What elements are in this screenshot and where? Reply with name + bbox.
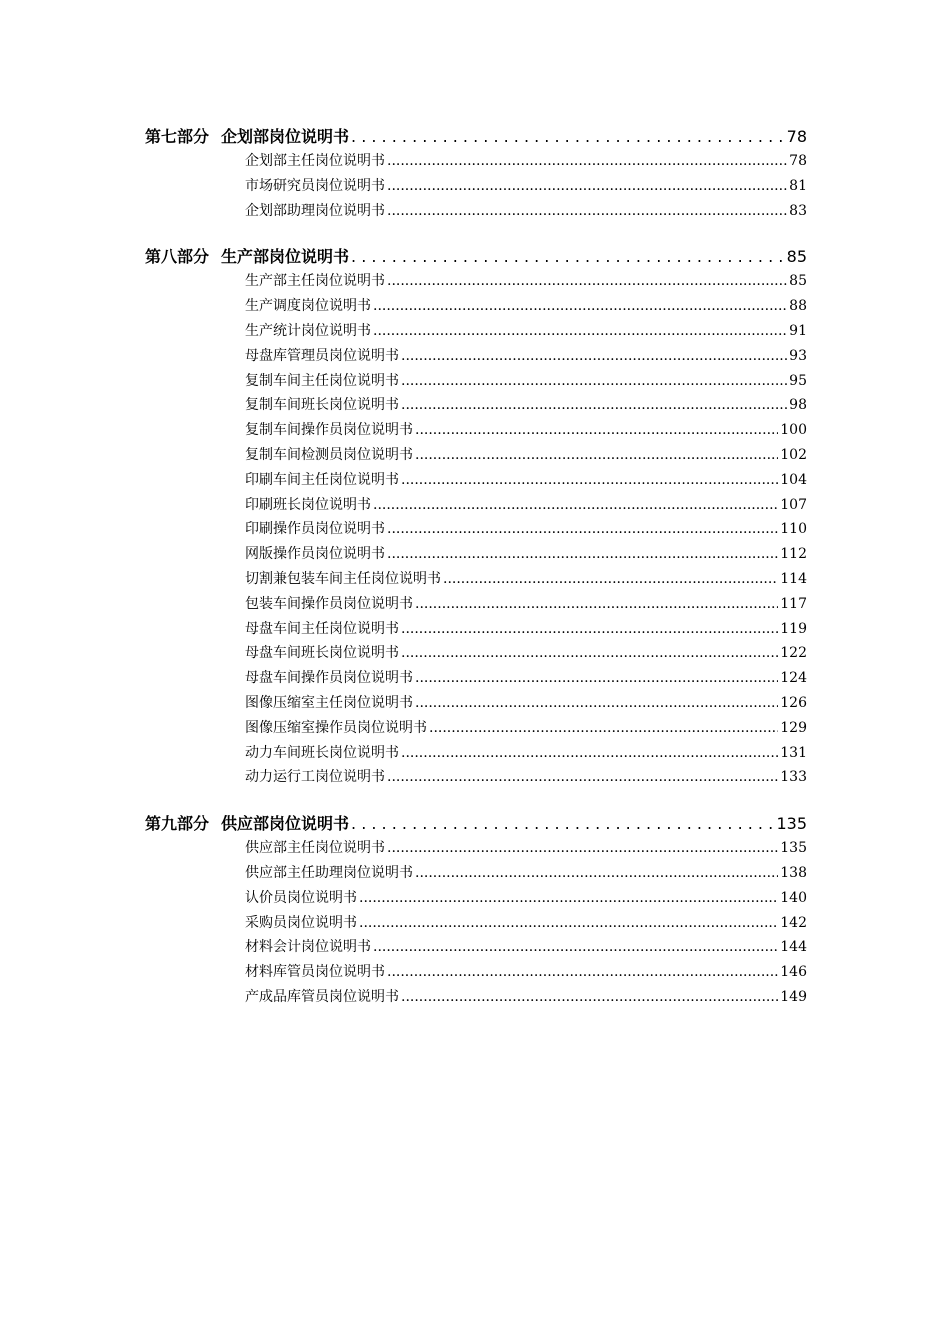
dot-leader	[401, 472, 778, 488]
toc-entry[interactable]	[245, 766, 807, 791]
entry-title: 供应部主任助理岗位说明书	[245, 864, 413, 881]
toc-part-heading[interactable]	[145, 124, 807, 150]
dot-leader	[401, 397, 787, 413]
entry-page-number: 110	[780, 521, 807, 538]
part-title: 供应部岗位说明书	[221, 814, 350, 834]
entry-page-number: 85	[789, 273, 807, 290]
entry-page-number: 93	[789, 347, 807, 364]
toc-entry[interactable]	[245, 370, 807, 395]
toc-entry[interactable]	[245, 295, 807, 320]
entry-page-number: 114	[780, 570, 807, 587]
toc-entry[interactable]	[245, 494, 807, 519]
dot-leader	[415, 422, 778, 438]
toc-entry[interactable]	[245, 986, 807, 1011]
dot-leader	[401, 348, 787, 364]
dot-leader	[401, 621, 778, 637]
entry-title: 生产统计岗位说明书	[245, 322, 371, 339]
toc-entry[interactable]	[245, 593, 807, 618]
entry-title: 印刷操作员岗位说明书	[245, 521, 385, 538]
entry-title: 材料库管员岗位说明书	[245, 964, 385, 981]
dot-leader	[415, 447, 778, 463]
dot-leader	[359, 915, 778, 931]
toc-part	[145, 244, 807, 791]
dot-leader	[387, 840, 778, 856]
entry-title: 产成品库管员岗位说明书	[245, 988, 399, 1005]
part-page-number: 135	[776, 814, 807, 834]
entry-title: 包装车间操作员岗位说明书	[245, 595, 413, 612]
entry-page-number: 107	[780, 496, 807, 513]
entry-page-number: 102	[780, 446, 807, 463]
entry-page-number: 81	[789, 177, 807, 194]
part-page-number: 78	[786, 127, 807, 146]
entry-title: 复制车间主任岗位说明书	[245, 372, 399, 389]
dot-leader	[373, 323, 787, 339]
entry-page-number: 126	[780, 694, 807, 711]
entry-title: 供应部主任岗位说明书	[245, 840, 385, 857]
toc-entry[interactable]	[245, 717, 807, 742]
toc-entry[interactable]	[245, 444, 807, 469]
entry-page-number: 149	[780, 988, 807, 1005]
toc-entry[interactable]	[245, 642, 807, 667]
toc-entry[interactable]	[245, 862, 807, 887]
entry-page-number: 91	[789, 322, 807, 339]
dot-leader	[401, 989, 778, 1005]
dot-leader	[415, 596, 778, 612]
entry-page-number: 78	[789, 153, 807, 169]
entry-title: 母盘车间主任岗位说明书	[245, 620, 399, 637]
toc-entry[interactable]	[245, 618, 807, 643]
toc-entry[interactable]	[245, 912, 807, 937]
dot-leader	[387, 964, 778, 980]
entry-page-number: 119	[780, 620, 807, 637]
entry-title: 生产调度岗位说明书	[245, 298, 371, 315]
dot-leader	[387, 521, 778, 537]
dot-leader	[387, 203, 787, 219]
part-title: 企划部岗位说明书	[221, 127, 350, 146]
dot-leader	[373, 497, 778, 513]
dot-leader	[429, 720, 778, 736]
dot-leader	[373, 298, 787, 314]
toc-entry[interactable]	[245, 394, 807, 419]
toc-entry[interactable]	[245, 320, 807, 345]
toc-entry[interactable]	[245, 568, 807, 593]
entry-title: 采购员岗位说明书	[245, 914, 357, 931]
entry-page-number: 98	[789, 397, 807, 414]
entry-title: 认价员岗位说明书	[245, 889, 357, 906]
dot-leader	[387, 178, 787, 194]
entry-title: 母盘库管理员岗位说明书	[245, 347, 399, 364]
dot-leader	[401, 373, 787, 389]
entry-page-number: 122	[780, 645, 807, 662]
dot-leader	[443, 571, 778, 587]
dot-leader	[373, 939, 778, 955]
toc-entry[interactable]	[245, 667, 807, 692]
entry-title: 复制车间操作员岗位说明书	[245, 422, 413, 439]
part-page-number: 85	[786, 247, 807, 267]
entry-title: 复制车间检测员岗位说明书	[245, 446, 413, 463]
part-number: 第七部分	[145, 127, 210, 146]
entry-page-number: 131	[780, 744, 807, 761]
toc-entry[interactable]	[245, 961, 807, 986]
entry-page-number: 117	[780, 595, 807, 612]
toc-entry[interactable]	[245, 270, 807, 295]
toc-entry[interactable]	[245, 150, 807, 175]
toc-entry[interactable]	[245, 936, 807, 961]
entry-title: 复制车间班长岗位说明书	[245, 397, 399, 414]
entry-page-number: 104	[780, 471, 807, 488]
toc-entry[interactable]	[245, 200, 807, 225]
entry-title: 图像压缩室主任岗位说明书	[245, 694, 413, 711]
toc-entry[interactable]	[245, 837, 807, 862]
dot-leader	[387, 769, 778, 785]
toc-part	[145, 811, 807, 1011]
entry-page-number: 100	[780, 422, 807, 439]
entry-page-number: 124	[780, 670, 807, 687]
toc-entry[interactable]	[245, 887, 807, 912]
entry-title: 母盘车间操作员岗位说明书	[245, 670, 413, 687]
dot-leader	[351, 814, 774, 833]
entry-title: 图像压缩室操作员岗位说明书	[245, 719, 427, 736]
dot-leader	[415, 865, 778, 881]
entry-title: 印刷班长岗位说明书	[245, 496, 371, 513]
entry-page-number: 135	[780, 840, 807, 857]
entry-page-number: 133	[780, 769, 807, 786]
entry-page-number: 83	[789, 202, 807, 219]
toc-entry[interactable]	[245, 518, 807, 543]
entry-page-number: 140	[780, 889, 807, 906]
dot-leader	[387, 153, 787, 169]
entry-page-number: 88	[789, 298, 807, 315]
entry-page-number: 146	[780, 964, 807, 981]
toc-part	[145, 124, 807, 224]
part-number: 第九部分	[145, 814, 210, 834]
dot-leader	[415, 695, 778, 711]
entry-page-number: 142	[780, 914, 807, 931]
toc-entry[interactable]	[245, 742, 807, 767]
dot-leader	[415, 670, 778, 686]
entry-page-number: 129	[780, 719, 807, 736]
dot-leader	[401, 745, 778, 761]
toc-entry[interactable]	[245, 469, 807, 494]
dot-leader	[351, 247, 785, 266]
toc-part-heading[interactable]	[145, 244, 807, 270]
entry-title: 企划部主任岗位说明书	[245, 153, 385, 169]
entry-title: 市场研究员岗位说明书	[245, 177, 385, 194]
entry-page-number: 112	[780, 546, 807, 563]
toc-entry[interactable]	[245, 175, 807, 200]
entry-title: 母盘车间班长岗位说明书	[245, 645, 399, 662]
toc-entry[interactable]	[245, 543, 807, 568]
toc-entry[interactable]	[245, 419, 807, 444]
entry-page-number: 95	[789, 372, 807, 389]
entry-title: 企划部助理岗位说明书	[245, 202, 385, 219]
toc-entry[interactable]	[245, 692, 807, 717]
entry-title: 网版操作员岗位说明书	[245, 546, 385, 563]
dot-leader	[387, 273, 787, 289]
dot-leader	[351, 127, 785, 146]
entry-title: 动力运行工岗位说明书	[245, 769, 385, 786]
toc-part-heading[interactable]	[145, 811, 807, 837]
entry-title: 材料会计岗位说明书	[245, 939, 371, 956]
dot-leader	[401, 645, 778, 661]
entry-page-number: 138	[780, 864, 807, 881]
dot-leader	[359, 890, 778, 906]
entry-title: 生产部主任岗位说明书	[245, 273, 385, 290]
entry-title: 动力车间班长岗位说明书	[245, 744, 399, 761]
table-of-contents	[145, 124, 807, 1031]
entry-page-number: 144	[780, 939, 807, 956]
dot-leader	[387, 546, 778, 562]
entry-title: 印刷车间主任岗位说明书	[245, 471, 399, 488]
part-number: 第八部分	[145, 247, 210, 267]
part-title: 生产部岗位说明书	[221, 247, 350, 267]
toc-entry[interactable]	[245, 345, 807, 370]
entry-title: 切割兼包装车间主任岗位说明书	[245, 570, 441, 587]
